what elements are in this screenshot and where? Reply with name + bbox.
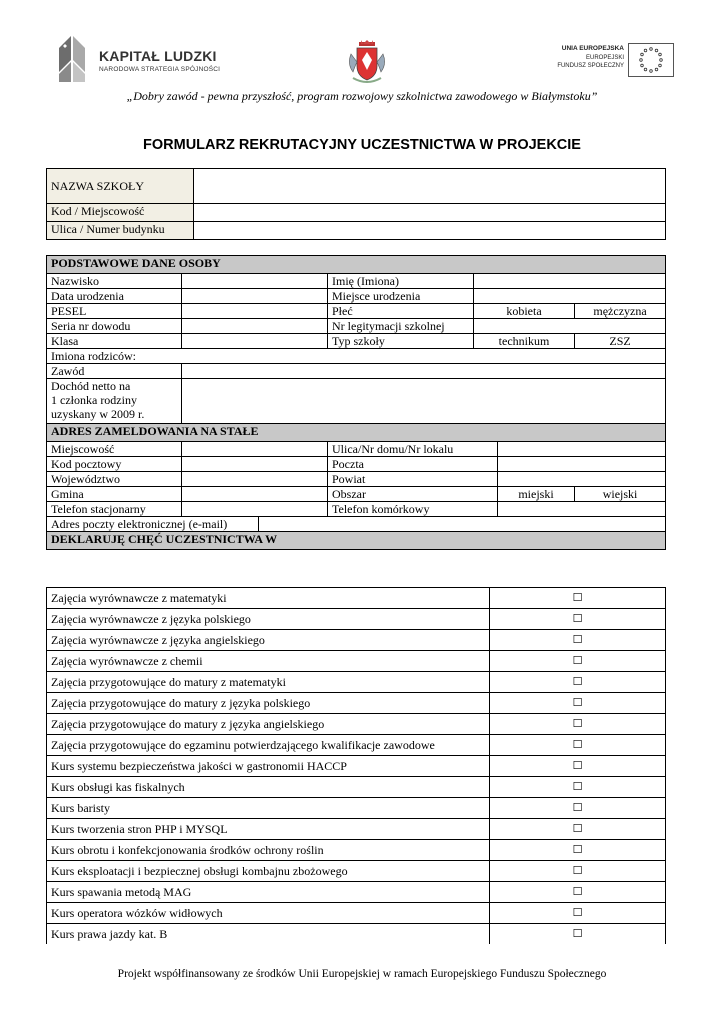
area-urban-option[interactable]: miejski: [498, 487, 575, 502]
email-label: Adres poczty elektronicznej (e-mail): [47, 517, 259, 532]
declaration-item-label: Zajęcia przygotowujące do matury z matematyki: [47, 672, 490, 693]
declaration-item-label: Kurs baristy: [47, 798, 490, 819]
declaration-item-label: Zajęcia wyrównawcze z języka angielskiego: [47, 630, 490, 651]
kapital-ludzki-emblem-icon: [55, 34, 95, 84]
commune-field[interactable]: [182, 487, 328, 502]
surname-field[interactable]: [182, 274, 328, 289]
first-names-label: Imię (Imiona): [328, 274, 474, 289]
declaration-header: DEKLARUJĘ CHĘĆ UCZESTNICTWA W: [47, 532, 666, 550]
declaration-item-label: Zajęcia wyrównawcze z matematyki: [47, 588, 490, 609]
declaration-row: [47, 693, 666, 714]
declaration-row: [47, 798, 666, 819]
declaration-checkbox[interactable]: ☐: [490, 672, 666, 693]
street-label: Ulica/Nr domu/Nr lokalu: [328, 442, 498, 457]
declaration-row: [47, 819, 666, 840]
declaration-row: [47, 882, 666, 903]
declaration-item-label: Kurs obrotu i konfekcjonowania środków ochrony roślin: [47, 840, 490, 861]
mobile-field[interactable]: [498, 502, 666, 517]
street-field[interactable]: [498, 442, 666, 457]
declaration-checkbox[interactable]: ☐: [490, 651, 666, 672]
declaration-row: [47, 777, 666, 798]
declaration-item-label: Zajęcia wyrównawcze z języka polskiego: [47, 609, 490, 630]
voivodeship-field[interactable]: [182, 472, 328, 487]
eu-flag-icon: [628, 43, 674, 77]
kapital-ludzki-logo: [55, 34, 235, 84]
pesel-field[interactable]: [182, 304, 328, 319]
declaration-row: [47, 651, 666, 672]
declaration-checkbox[interactable]: ☐: [490, 777, 666, 798]
commune-label: Gmina: [47, 487, 182, 502]
class-field[interactable]: [182, 334, 328, 349]
school-code-label: Kod / Miejscowość: [47, 204, 194, 222]
sex-label: Płeć: [328, 304, 474, 319]
declaration-item-label: Kurs obsługi kas fiskalnych: [47, 777, 490, 798]
declaration-item-label: Kurs spawania metodą MAG: [47, 882, 490, 903]
surname-label: Nazwisko: [47, 274, 182, 289]
declaration-checkbox[interactable]: ☐: [490, 735, 666, 756]
school-code-field[interactable]: [194, 204, 666, 222]
declaration-checkbox[interactable]: ☐: [490, 798, 666, 819]
declaration-row: [47, 924, 666, 945]
form-title: FORMULARZ REKRUTACYJNY UCZESTNICTWA W PROJEKCIE: [143, 137, 581, 153]
school-type-zsz-option[interactable]: ZSZ: [575, 334, 666, 349]
declaration-item-label: Kurs operatora wózków widłowych: [47, 903, 490, 924]
page-footer: Projekt współfinansowany ze środków Unii Europejskiej w ramach Europejskiego Funduszu Społecznego: [117, 968, 607, 980]
first-names-field[interactable]: [474, 274, 666, 289]
income-label-line-3: uzyskany w 2009 r.: [51, 407, 145, 421]
eu-logo: [548, 43, 676, 79]
district-label: Powiat: [328, 472, 498, 487]
school-street-field[interactable]: [194, 222, 666, 240]
income-field[interactable]: [182, 379, 666, 424]
declaration-item-label: Zajęcia przygotowujące do egzaminu potwierdzającego kwalifikacje zawodowe: [47, 735, 490, 756]
email-field[interactable]: [259, 517, 666, 532]
student-id-label: Nr legitymacji szkolnej: [328, 319, 474, 334]
declaration-item-label: Zajęcia wyrównawcze z chemii: [47, 651, 490, 672]
school-name-field[interactable]: [194, 169, 666, 204]
occupation-label: Zawód: [47, 364, 182, 379]
post-office-label: Poczta: [328, 457, 498, 472]
student-id-field[interactable]: [474, 319, 666, 334]
eu-line-3: FUNDUSZ SPOŁECZNY: [557, 63, 624, 69]
declaration-item-label: Zajęcia przygotowujące do matury z języka angielskiego: [47, 714, 490, 735]
declaration-row: [47, 735, 666, 756]
occupation-field[interactable]: [182, 364, 666, 379]
declaration-table: [46, 587, 666, 944]
voivodeship-label: Województwo: [47, 472, 182, 487]
post-office-field[interactable]: [498, 457, 666, 472]
kapital-ludzki-name: KAPITAŁ LUDZKI: [99, 48, 217, 64]
declaration-item-label: Kurs prawa jazdy kat. B: [47, 924, 490, 945]
bialystok-crest-icon: [345, 40, 389, 86]
eu-line-1: UNIA EUROPEJSKA: [561, 45, 624, 52]
income-label-line-2: 1 członka rodziny: [51, 393, 137, 407]
postal-code-label: Kod pocztowy: [47, 457, 182, 472]
address-header: ADRES ZAMELDOWANIA NA STAŁE: [47, 424, 666, 442]
parents-names-field[interactable]: [47, 349, 666, 364]
declaration-checkbox[interactable]: ☐: [490, 693, 666, 714]
declaration-checkbox[interactable]: ☐: [490, 588, 666, 609]
phone-field[interactable]: [182, 502, 328, 517]
page-header: [0, 0, 724, 110]
birth-place-field[interactable]: [474, 289, 666, 304]
declaration-checkbox[interactable]: ☐: [490, 840, 666, 861]
school-type-technikum-option[interactable]: technikum: [474, 334, 575, 349]
personal-data-table: [46, 255, 666, 550]
declaration-row: [47, 903, 666, 924]
id-series-field[interactable]: [182, 319, 328, 334]
income-label: [47, 379, 182, 424]
school-name-label: NAZWA SZKOŁY: [47, 169, 194, 204]
declaration-checkbox[interactable]: ☐: [490, 609, 666, 630]
declaration-row: [47, 714, 666, 735]
school-type-label: Typ szkoły: [328, 334, 474, 349]
declaration-item-label: Kurs tworzenia stron PHP i MYSQL: [47, 819, 490, 840]
declaration-item-label: Kurs systemu bezpieczeństwa jakości w gastronomii HACCP: [47, 756, 490, 777]
kapital-ludzki-subtitle: NARODOWA STRATEGIA SPÓJNOŚCI: [99, 66, 221, 73]
declaration-checkbox[interactable]: ☐: [490, 756, 666, 777]
phone-label: Telefon stacjonarny: [47, 502, 182, 517]
declaration-row: [47, 861, 666, 882]
declaration-checkbox[interactable]: ☐: [490, 903, 666, 924]
declaration-row: [47, 588, 666, 609]
declaration-row: [47, 630, 666, 651]
declaration-row: [47, 756, 666, 777]
area-label: Obszar: [328, 487, 498, 502]
declaration-row: [47, 609, 666, 630]
declaration-row: [47, 672, 666, 693]
pesel-label: PESEL: [47, 304, 182, 319]
birth-date-field[interactable]: [182, 289, 328, 304]
city-field[interactable]: [182, 442, 328, 457]
sex-male-option[interactable]: mężczyzna: [575, 304, 666, 319]
declaration-checkbox[interactable]: ☐: [490, 630, 666, 651]
school-street-label: Ulica / Numer budynku: [47, 222, 194, 240]
birth-date-label: Data urodzenia: [47, 289, 182, 304]
declaration-checkbox[interactable]: ☐: [490, 924, 666, 945]
declaration-checkbox[interactable]: ☐: [490, 882, 666, 903]
declaration-row: [47, 840, 666, 861]
mobile-label: Telefon komórkowy: [328, 502, 498, 517]
declaration-item-label: Zajęcia przygotowujące do matury z języka polskiego: [47, 693, 490, 714]
city-label: Miejscowość: [47, 442, 182, 457]
area-rural-option[interactable]: wiejski: [575, 487, 666, 502]
school-table: [46, 168, 666, 240]
class-label: Klasa: [47, 334, 182, 349]
income-label-line-1: Dochód netto na: [51, 379, 131, 393]
postal-code-field[interactable]: [182, 457, 328, 472]
basic-data-header: PODSTAWOWE DANE OSOBY: [47, 256, 666, 274]
declaration-checkbox[interactable]: ☐: [490, 819, 666, 840]
declaration-checkbox[interactable]: ☐: [490, 861, 666, 882]
sex-female-option[interactable]: kobieta: [474, 304, 575, 319]
declaration-item-label: Kurs eksploatacji i bezpiecznej obsługi kombajnu zbożowego: [47, 861, 490, 882]
program-slogan: „Dobry zawód - pewna przyszłość, program rozwojowy szkolnictwa zawodowego w Białymstoku”: [126, 89, 598, 103]
id-series-label: Seria nr dowodu: [47, 319, 182, 334]
birth-place-label: Miejsce urodzenia: [328, 289, 474, 304]
declaration-checkbox[interactable]: ☐: [490, 714, 666, 735]
parents-names-label: Imiona rodziców:: [51, 349, 136, 363]
eu-line-2: EUROPEJSKI: [585, 54, 624, 61]
district-field[interactable]: [498, 472, 666, 487]
